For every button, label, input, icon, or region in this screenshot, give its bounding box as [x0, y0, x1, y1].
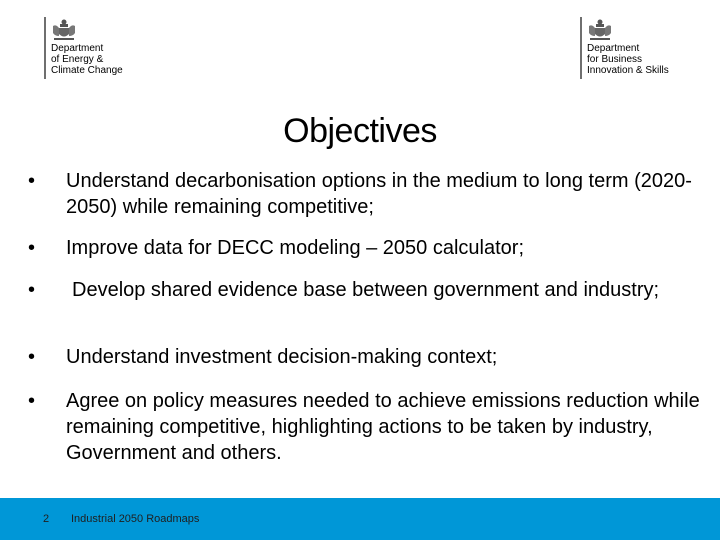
slide-title [0, 112, 720, 151]
slide-title-text: Objectives [283, 112, 437, 150]
page-number: 2 [43, 513, 50, 525]
bis-logo-line-2: for Business [587, 54, 643, 65]
bullet-icon: • [28, 390, 36, 412]
slide-footer [0, 498, 720, 540]
royal-crest-icon [587, 18, 613, 42]
bullet-icon: • [28, 279, 36, 301]
bis-logo-line-1: Department [587, 43, 640, 54]
decc-logo-line-1: Department [51, 43, 104, 54]
bis-logo-line-3: Innovation & Skills [587, 65, 669, 76]
list-item [28, 235, 524, 261]
bullet-icon: • [28, 346, 36, 368]
bullet-text: Agree on policy measures needed to achieve emissions reduction while remaining competitive, highlighting actions to be taken by industry, Government and others. [66, 390, 700, 464]
bullet-text: Improve data for DECC modeling – 2050 calculator; [66, 237, 525, 259]
logo-divider-bar [44, 17, 46, 79]
bullet-icon: • [28, 170, 36, 192]
logo-divider-bar [580, 17, 582, 79]
royal-crest-icon [51, 18, 77, 42]
list-item [28, 168, 708, 220]
decc-logo-line-3: Climate Change [51, 65, 123, 76]
list-item [28, 344, 497, 370]
presentation-name: Industrial 2050 Roadmaps [71, 513, 200, 525]
bullet-text: Understand investment decision-making context; [66, 346, 498, 368]
list-item [28, 277, 659, 303]
bullet-text: Understand decarbonisation options in the medium to long term (2020-2050) while remaining competitive; [66, 170, 692, 218]
decc-logo-line-2: of Energy & [51, 54, 104, 65]
bullet-icon: • [28, 237, 36, 259]
bullet-text: Develop shared evidence base between government and industry; [72, 279, 660, 301]
list-item [28, 388, 708, 466]
